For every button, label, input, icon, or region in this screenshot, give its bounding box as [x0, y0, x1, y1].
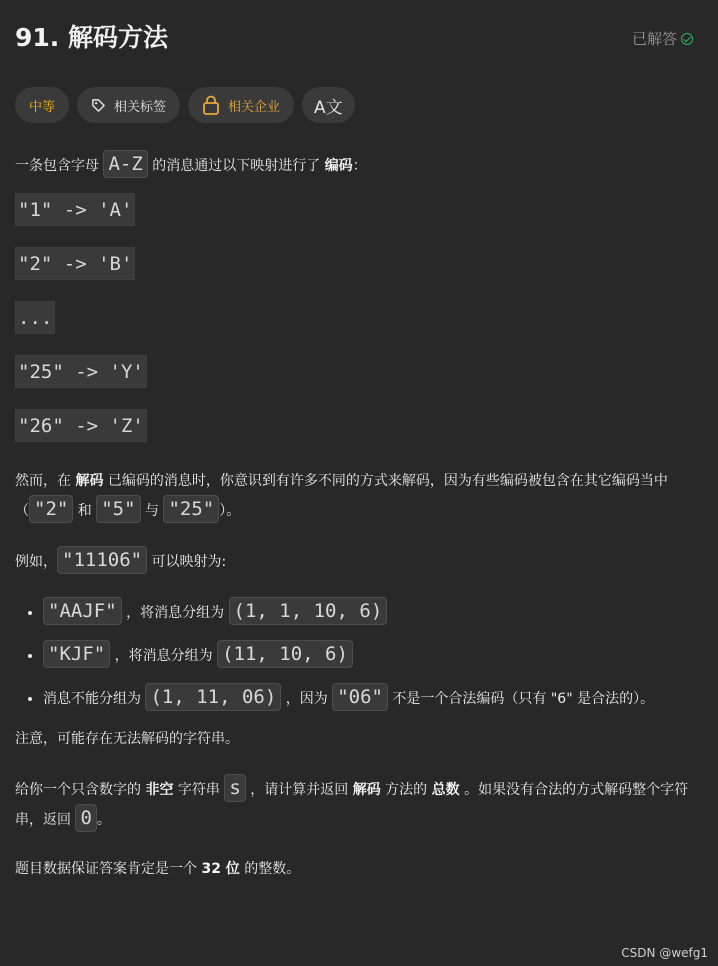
text: 。如果没有合法的方式解码整个字符串，返回: [15, 782, 689, 828]
bold-text: 总数: [431, 782, 460, 798]
text: ）。: [219, 503, 241, 519]
text: 不是一个合法编码（只有 "6" 是合法的）。: [387, 691, 655, 707]
intro-paragraph: [15, 153, 703, 177]
inline-code: (1, 1, 10, 6): [229, 597, 388, 625]
inline-code: (1, 11, 06): [145, 683, 281, 711]
inline-code: "06": [332, 683, 388, 711]
inline-code: "AAJF": [43, 597, 122, 625]
text: 方法的: [380, 782, 432, 798]
text: 例如，: [15, 554, 57, 570]
problem-description: [15, 153, 703, 880]
note-paragraph: [15, 728, 703, 750]
related-companies-label: 相关企业: [228, 99, 281, 115]
related-tags-label: 相关标签: [114, 99, 167, 115]
watermark: CSDN @wefg1: [621, 946, 708, 960]
inline-code: "KJF": [43, 640, 110, 668]
text: ，将消息分组为: [110, 648, 218, 664]
text: 一条包含字母: [15, 158, 104, 174]
text: ：: [352, 158, 367, 174]
mapping-row: [15, 301, 703, 355]
inline-code: A-Z: [103, 150, 147, 178]
check-circle-icon: [681, 33, 693, 45]
code-block: "26" -> 'Z': [15, 409, 147, 442]
related-companies-button[interactable]: [188, 87, 294, 123]
text: 消息不能分组为: [43, 691, 146, 707]
text: 的消息通过以下映射进行了: [147, 158, 325, 174]
inline-code: "5": [96, 495, 140, 523]
text: ，因为: [281, 691, 333, 707]
difficulty-label: 中等: [29, 99, 56, 115]
text: 已编码的消息时，你意识到有许多不同的方式来解码，因为有些编码被包含在其它编码当中（: [15, 473, 668, 519]
bold-text: 32 位: [201, 861, 240, 877]
text: 可以映射为:: [147, 554, 227, 570]
inline-code: (11, 10, 6): [217, 640, 353, 668]
text: 题目数据保证答案肯定是一个: [15, 861, 202, 877]
bold-text: 编码: [324, 158, 353, 174]
solved-label: 已解答: [631, 30, 677, 48]
code-block: "25" -> 'Y': [15, 355, 147, 388]
translate-icon: A文: [314, 97, 343, 118]
tag-bar: [15, 87, 703, 123]
text: 字符串: [173, 782, 225, 798]
inline-code: s: [224, 774, 245, 802]
example-paragraph: [15, 549, 703, 573]
solved-status: [632, 28, 693, 49]
mapping-row: [15, 247, 703, 301]
constraint-paragraph: [15, 858, 703, 880]
text: 和: [73, 503, 97, 519]
inline-code: "25": [163, 495, 219, 523]
code-block: "1" -> 'A': [15, 193, 135, 226]
inline-code: "2": [29, 495, 73, 523]
text: 与: [140, 503, 164, 519]
mapping-list: [15, 193, 703, 463]
tag-icon: [91, 98, 106, 113]
example-list: [15, 599, 703, 711]
code-block: ...: [15, 301, 55, 334]
text: 的整数。: [239, 861, 301, 877]
problem-title: 91. 解码方法: [15, 23, 168, 52]
text: 。: [96, 812, 111, 828]
bold-text: 非空: [145, 782, 174, 798]
mapping-row: [15, 355, 703, 409]
bold-text: 解码: [352, 782, 381, 798]
list-item: [43, 642, 703, 668]
lock-icon: [202, 95, 220, 115]
list-item: [43, 685, 703, 711]
problem-header: [15, 0, 703, 60]
list-item: [43, 599, 703, 625]
text: 然而，在: [15, 473, 76, 489]
task-paragraph: [15, 774, 703, 834]
difficulty-badge: [15, 87, 69, 123]
inline-code: "11106": [57, 546, 147, 574]
bold-text: 解码: [75, 473, 104, 489]
text: 注意，可能存在无法解码的字符串。: [15, 731, 239, 747]
related-tags-button[interactable]: [77, 87, 180, 123]
mapping-row: [15, 193, 703, 247]
text: ，将消息分组为: [121, 605, 229, 621]
mapping-row: [15, 409, 703, 463]
translate-button[interactable]: [302, 87, 355, 123]
inline-code: 0: [75, 804, 96, 832]
code-block: "2" -> 'B': [15, 247, 135, 280]
decode-paragraph: [15, 467, 703, 525]
text: ，请计算并返回: [245, 782, 353, 798]
text: 给你一个只含数字的: [15, 782, 146, 798]
